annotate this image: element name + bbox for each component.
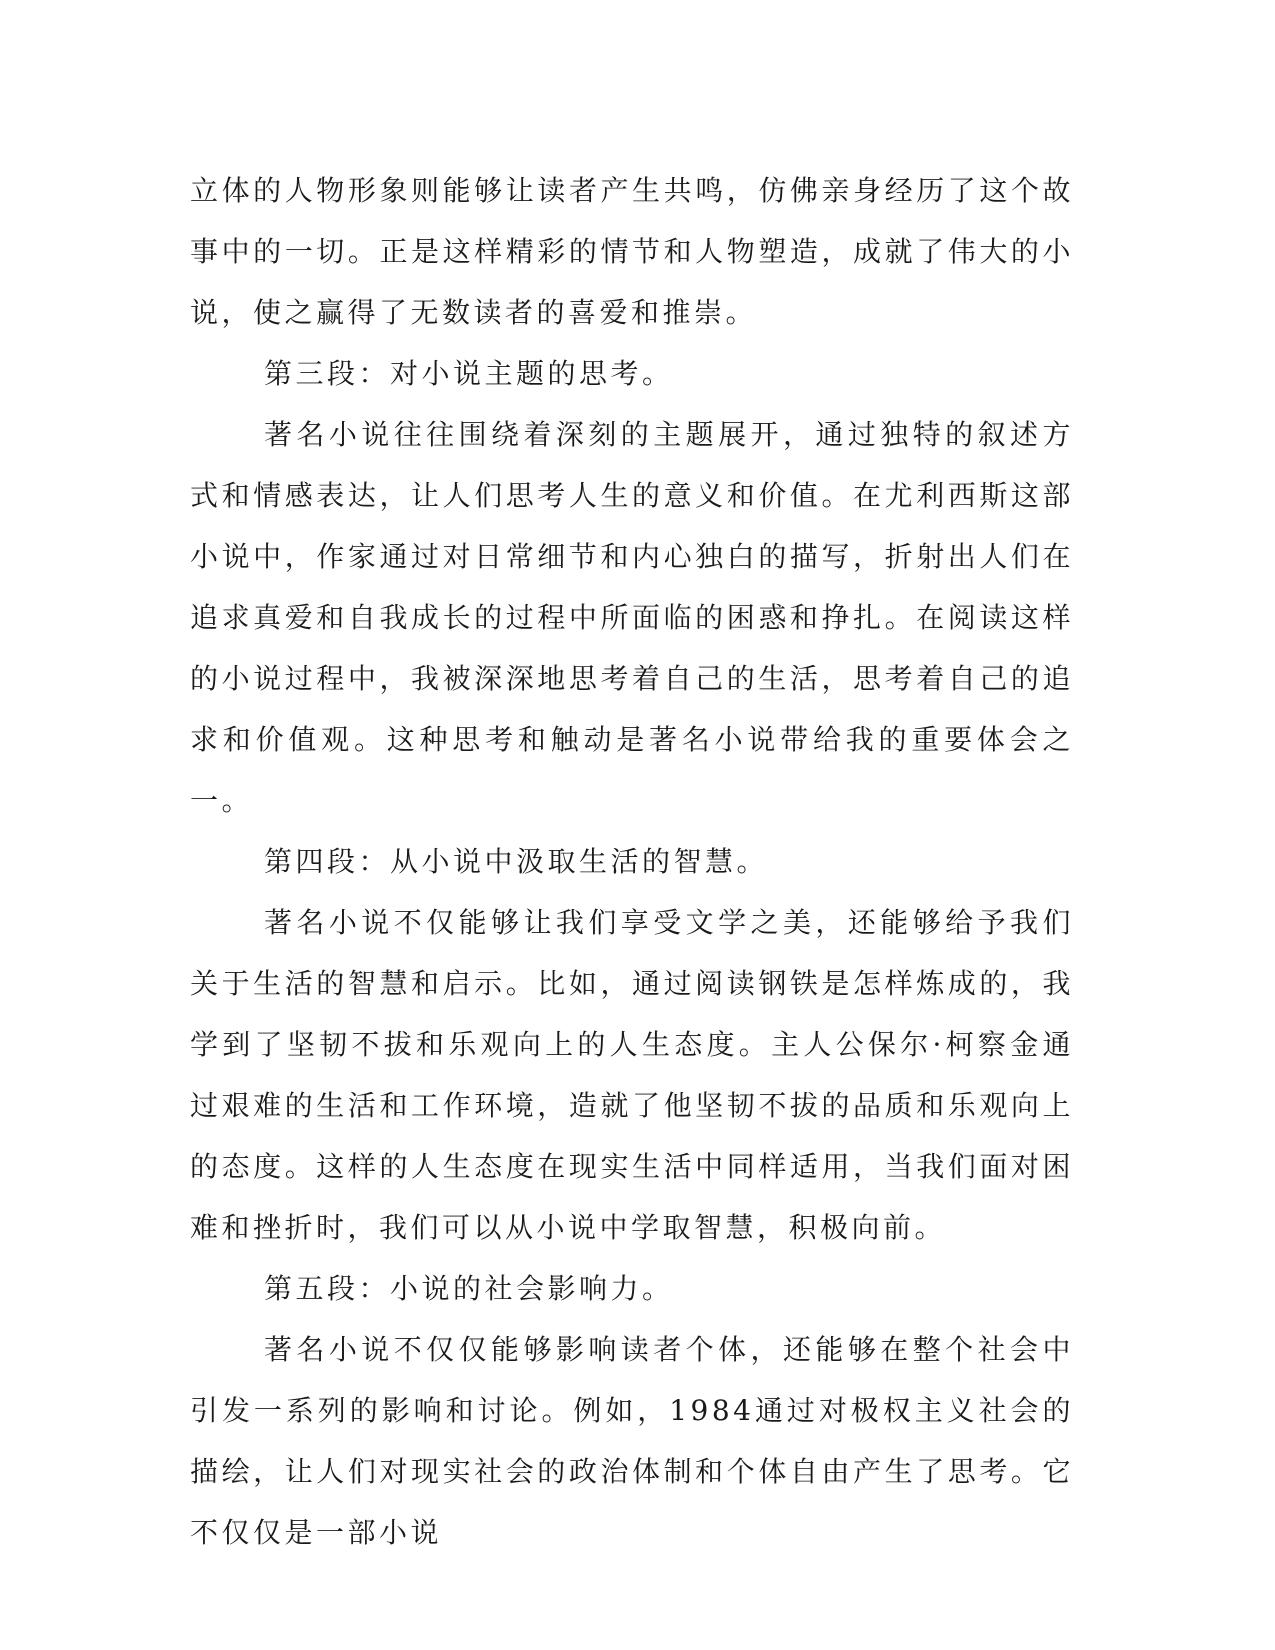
- section-heading-3: 第三段：对小说主题的思考。: [264, 357, 674, 390]
- section-heading-4: 第四段：从小说中汲取生活的智慧。: [264, 845, 769, 878]
- paragraph: 著名小说往往围绕着深刻的主题展开，通过独特的叙述方式和情感表达，让人们思考人生的意义和价值。在尤利西斯这部小说中，作家通过对日常细节和内心独白的描写，折射出人们在追求真爱和自我成长的过程中所面临的困惑和挣扎。在阅读这样的小说过程中，我被深深地思考着自己的生活，思考着自己的追求和价值观。这种思考和触动是著名小说带给我的重要体会之一。: [190, 418, 1074, 817]
- paragraph-continuation: 立体的人物形象则能够让读者产生共鸣，仿佛亲身经历了这个故事中的一切。正是这样精彩的情节和人物塑造，成就了伟大的小说，使之赢得了无数读者的喜爱和推崇。: [190, 174, 1074, 329]
- paragraph: 著名小说不仅能够让我们享受文学之美，还能够给予我们关于生活的智慧和启示。比如，通过阅读钢铁是怎样炼成的，我学到了坚韧不拔和乐观向上的人生态度。主人公保尔·柯察金通过艰难的生活和工作环境，造就了他坚韧不拔的品质和乐观向上的态度。这样的人生态度在现实生活中同样适用，当我们面对困难和挫折时，我们可以从小说中学取智慧，积极向前。: [190, 906, 1074, 1244]
- document-body: [190, 160, 1074, 1563]
- section-heading-5: 第五段：小说的社会影响力。: [264, 1272, 674, 1305]
- paragraph: 著名小说不仅仅能够影响读者个体，还能够在整个社会中引发一系列的影响和讨论。例如，1984通过对极权主义社会的描绘，让人们对现实社会的政治体制和个体自由产生了思考。它不仅仅是一部小说: [190, 1333, 1074, 1549]
